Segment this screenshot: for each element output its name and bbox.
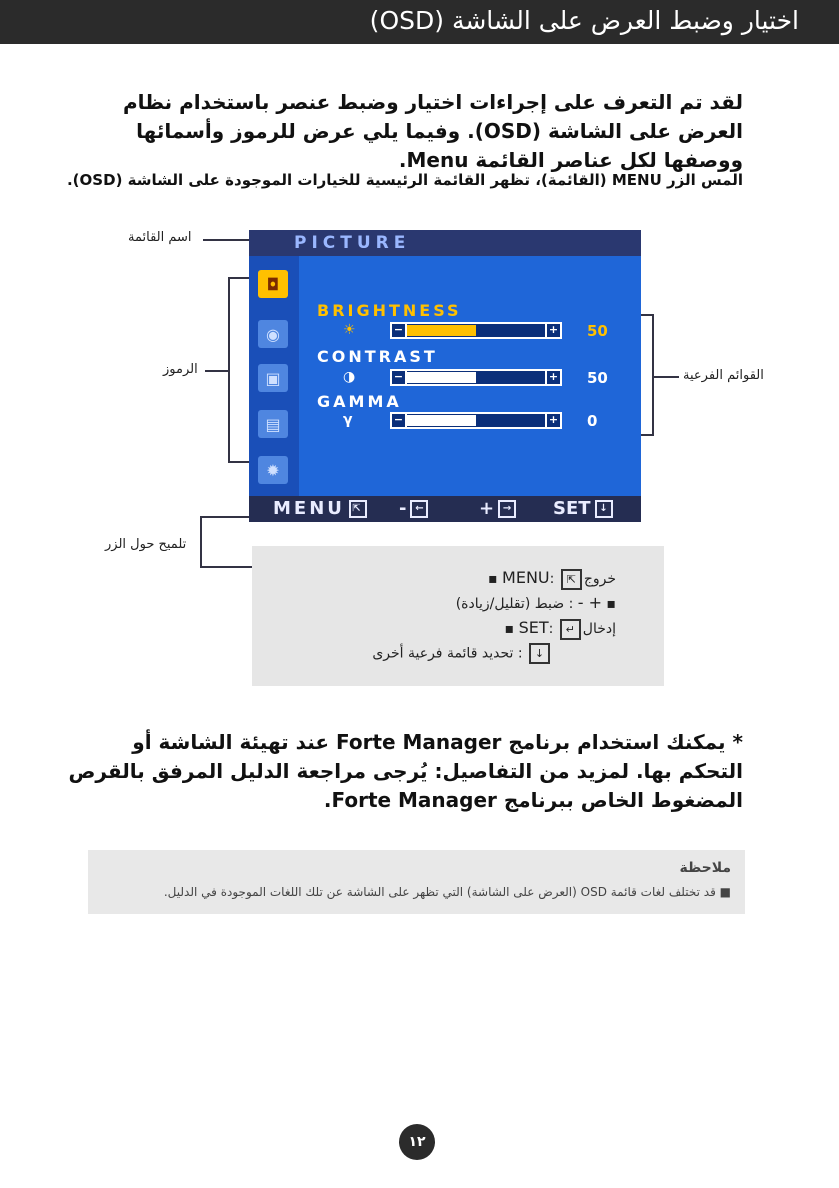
callout-line	[653, 376, 679, 378]
picture-icon[interactable]: ◘	[258, 270, 288, 298]
intro-paragraph: لقد تم التعرف على إجراءات اختيار وضبط عنصر باستخدام نظام العرض على الشاشة (OSD). وفيما يلي عرض للرموز وأسمائها ووصفها لكل عناصر القائمة Menu.	[122, 90, 743, 172]
callout-menu-name: اسم القائمة	[128, 230, 192, 245]
instruction-text: المس الزر MENU (القائمة)، تظهر القائمة الرئيسية للخيارات الموجودة على الشاشة (OSD).	[66, 171, 743, 189]
setup-gear-icon[interactable]: ✹	[258, 456, 288, 484]
page-title: اختيار وضبط العرض على الشاشة (OSD)	[369, 6, 799, 35]
plus-hint-label: +	[479, 498, 495, 519]
osd-button-tip-bar	[249, 496, 641, 522]
exit-icon: ⇱	[349, 500, 367, 518]
callout-bracket	[228, 461, 250, 463]
gamma-icon: γ	[343, 412, 353, 428]
down-arrow-icon: ↓	[529, 643, 550, 664]
contrast-label: CONTRAST	[317, 347, 438, 366]
contrast-value: 50	[587, 369, 608, 387]
legend-text-adjust: ضبط (تقليل/زيادة)	[455, 596, 565, 612]
legend-text-exit: خروج	[583, 571, 616, 587]
legend-row-menu: ▪ MENU: ⇱ خروج	[488, 568, 616, 590]
brightness-icon: ☀	[343, 322, 356, 338]
tracking-icon[interactable]: ▤	[258, 410, 288, 438]
minus-hint-label: -	[399, 498, 407, 519]
callout-bracket	[200, 566, 252, 568]
increase-icon: +	[545, 369, 562, 386]
note-text: ■ قد تختلف لغات قائمة OSD (العرض على الشاشة) التي تظهر على الشاشة عن تلك اللغات الموجودة في الدليل.	[163, 885, 731, 899]
brightness-value: 50	[587, 322, 608, 340]
callout-bracket	[200, 516, 250, 518]
callout-bracket	[228, 277, 250, 279]
legend-key-plus-minus: + -	[577, 593, 603, 612]
menu-hint[interactable]	[273, 498, 367, 519]
osd-screen	[249, 230, 641, 522]
legend-row-set: ▪ SET: ↵ إدخال	[505, 618, 616, 640]
right-arrow-icon: →	[498, 500, 516, 518]
contrast-icon: ◑	[343, 369, 356, 385]
button-legend-panel	[252, 546, 664, 686]
note-box	[88, 850, 745, 914]
gamma-value: 0	[587, 412, 598, 430]
forte-manager-note: * يمكنك استخدام برنامج Forte Manager عند تهيئة الشاشة أو التحكم بها. لمزيد من التفاصيل: يُرجى مراجعة الدليل المرفق بالقرص المضغوط الخاص ببرنامج Forte Manager.	[68, 730, 743, 812]
gamma-slider[interactable]	[390, 412, 562, 429]
brightness-slider[interactable]	[390, 322, 562, 339]
color-icon[interactable]: ◉	[258, 320, 288, 348]
contrast-slider[interactable]	[390, 369, 562, 386]
callout-line	[205, 370, 229, 372]
set-hint-label: SET	[553, 498, 591, 519]
osd-title-bar	[249, 230, 641, 256]
callout-line	[203, 239, 249, 241]
note-title: ملاحظة	[679, 860, 731, 876]
legend-key-menu: MENU	[502, 568, 550, 587]
decrease-icon: −	[390, 412, 407, 429]
slider-fill	[407, 415, 476, 426]
callout-button-tip: تلميح حول الزر	[105, 537, 187, 552]
exit-icon: ⇱	[561, 569, 582, 590]
decrease-icon: −	[390, 369, 407, 386]
slider-fill	[407, 372, 476, 383]
increase-icon: +	[545, 412, 562, 429]
legend-row-select: ↓ : تحديد قائمة فرعية أخرى	[372, 643, 552, 664]
page-number: ١٢	[399, 1124, 435, 1160]
callout-sub-menus: القوائم الفرعية	[683, 368, 764, 383]
gamma-label: GAMMA	[317, 392, 402, 411]
position-icon[interactable]: ▣	[258, 364, 288, 392]
callout-icons: الرموز	[163, 362, 198, 377]
callout-bracket	[652, 314, 654, 436]
plus-hint[interactable]	[479, 498, 516, 519]
legend-key-set: SET	[518, 618, 549, 637]
legend-text-select: تحديد قائمة فرعية أخرى	[372, 645, 514, 662]
slider-fill	[407, 325, 476, 336]
legend-text-enter: إدخال	[582, 621, 616, 637]
menu-hint-label: MENU	[273, 498, 345, 519]
left-arrow-icon: ←	[410, 500, 428, 518]
callout-bracket	[200, 516, 202, 568]
decrease-icon: −	[390, 322, 407, 339]
minus-hint[interactable]	[399, 498, 428, 519]
osd-icon-column	[249, 256, 299, 496]
down-arrow-icon: ↓	[595, 500, 613, 518]
set-hint[interactable]	[553, 498, 613, 519]
increase-icon: +	[545, 322, 562, 339]
osd-menu-title: PICTURE	[294, 233, 411, 253]
header-bar	[0, 0, 839, 44]
enter-icon: ↵	[560, 619, 581, 640]
callout-bracket	[228, 277, 230, 463]
brightness-label: BRIGHTNESS	[317, 301, 462, 320]
legend-row-adjust: ▪ + - : ضبط (تقليل/زيادة)	[455, 593, 616, 612]
